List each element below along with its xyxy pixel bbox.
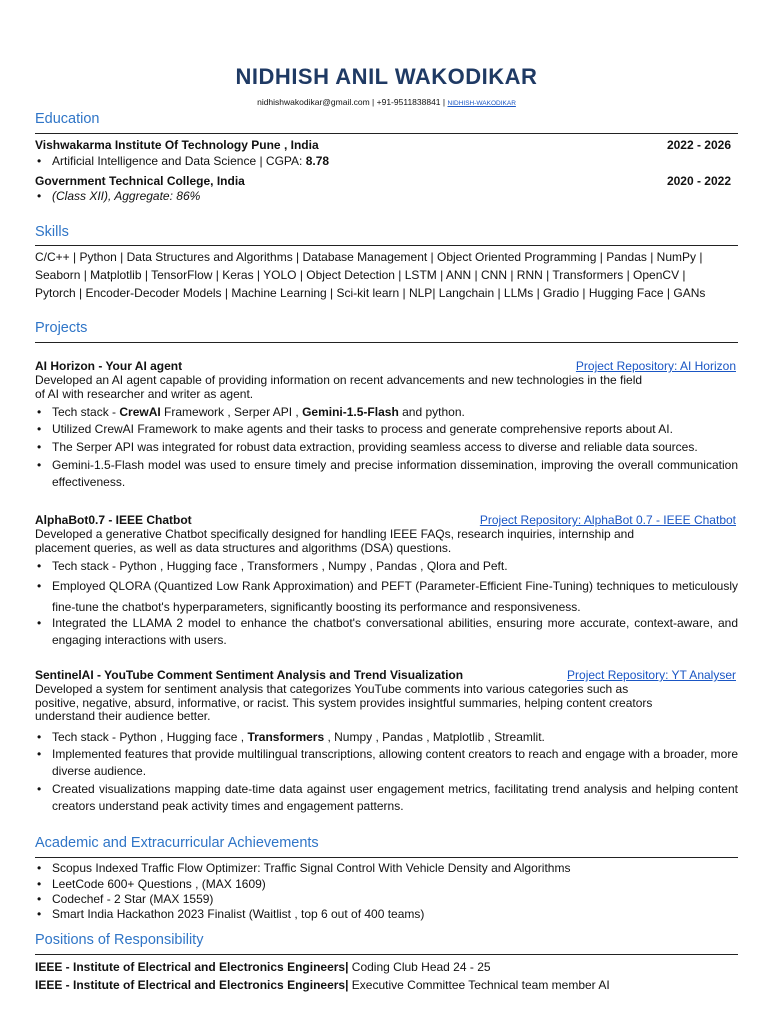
- email-text: nidhishwakodikar@gmail.com: [257, 97, 370, 107]
- skills-line: Seaborn | Matplotlib | TensorFlow | Keras | YOLO | Object Detection | LSTM | ANN | CNN | RNN | Transformers | OpenCV |: [35, 268, 686, 282]
- education-heading: Education: [35, 111, 100, 127]
- bullet-icon: •: [37, 189, 42, 203]
- bullet-text: Utilized CrewAI Framework to make agents and their tasks to process and generate comprehensive reports about AI.: [52, 422, 673, 436]
- list-item: [35, 877, 738, 892]
- section-divider: [35, 954, 738, 955]
- bullet-icon: •: [37, 440, 42, 454]
- education-cgpa: 8.78: [305, 154, 330, 168]
- bullet-text: Tech stack - Python , Hugging face , Transformers , Numpy , Pandas , Qlora and Peft.: [52, 559, 508, 573]
- list-item: [35, 781, 738, 815]
- bullet-icon: •: [37, 861, 42, 875]
- role-text: Coding Club Head 24 - 25: [348, 960, 491, 974]
- list-item: [35, 558, 738, 575]
- bullet-icon: •: [37, 405, 42, 419]
- education-detail: Artificial Intelligence and Data Science | CGPA:: [52, 154, 306, 168]
- bullet-icon: •: [37, 730, 42, 744]
- skills-line: C/C++ | Python | Data Structures and Algorithms | Database Management | Object Oriented Programming | Pandas | NumPy |: [35, 250, 703, 264]
- bullet-icon: •: [37, 559, 42, 573]
- list-item: [35, 404, 738, 421]
- bullet-text: Gemini-1.5-Flash model was used to ensure timely and precise information dissemination, improving the overall communication effectiveness.: [52, 458, 738, 489]
- achievement-text: Smart India Hackathon 2023 Finalist (Waitlist , top 6 out of 400 teams): [52, 907, 425, 921]
- section-divider: [35, 342, 738, 343]
- description-line: Developed a generative Chatbot specifically designed for handling IEEE FAQs, research inquiries, internship and: [35, 527, 635, 541]
- profile-link[interactable]: NIDHISH-WAKODIKAR: [447, 100, 516, 107]
- stack-text: and python.: [398, 405, 465, 419]
- education-years: 2020 - 2022: [666, 174, 731, 188]
- project-repo-link[interactable]: Project Repository: AI Horizon: [575, 359, 736, 373]
- description-line: understand their audience better.: [35, 709, 211, 723]
- bullet-text: Integrated the LLAMA 2 model to enhance the chatbot's conversational abilities, ensuring more accurate, context-aware, and engaging interactions with users.: [52, 616, 738, 647]
- bullet-icon: •: [37, 747, 42, 761]
- list-item: [35, 615, 738, 649]
- candidate-name: NIDHISH ANIL WAKODIKAR: [235, 64, 538, 89]
- achievement-text: Scopus Indexed Traffic Flow Optimizer: Traffic Signal Control With Vehicle Density and Algorithms: [52, 861, 571, 875]
- stack-highlight: Gemini-1.5-Flash: [302, 405, 399, 419]
- list-item: [35, 746, 738, 780]
- bullet-text: Employed QLORA (Quantized Low Rank Approximation) and PEFT (Parameter-Efficient Fine-Tuning) techniques to meticulously fine-tune the chatbot's hyperparameters, significantly boosting its performance and responsiveness.: [52, 579, 738, 614]
- skills-list: [35, 248, 738, 302]
- achievements-heading: Academic and Extracurricular Achievements: [35, 835, 319, 851]
- responsibility-heading: Positions of Responsibility: [35, 932, 204, 948]
- stack-text: Tech stack -: [52, 405, 120, 419]
- stack-text: Framework , Serper API ,: [160, 405, 303, 419]
- description-line: of AI with researcher and writer as agent.: [35, 386, 254, 401]
- education-years: 2022 - 2026: [666, 138, 731, 152]
- description-line: positive, negative, absurd, informative, or racist. This system provides insightful summaries, helping content creators: [35, 695, 653, 710]
- project-repo-link[interactable]: Project Repository: AlphaBot 0.7 - IEEE Chatbot: [479, 513, 736, 527]
- project-title: AI Horizon - Your AI agent: [35, 359, 183, 373]
- project-description: [35, 683, 738, 724]
- bullet-icon: •: [37, 579, 42, 593]
- skills-line: Pytorch | Encoder-Decoder Models | Machine Learning | Sci-kit learn | NLP| Langchain | LLMs | Gradio | Hugging Face | GANs: [35, 286, 706, 300]
- organization-name: IEEE - Institute of Electrical and Electronics Engineers|: [35, 960, 349, 974]
- separator: |: [442, 97, 446, 107]
- bullet-text: Implemented features that provide multilingual transcriptions, allowing content creators to reach and engage with a broader, more diverse audience.: [52, 747, 738, 778]
- list-item: [35, 576, 738, 618]
- organization-name: IEEE - Institute of Electrical and Electronics Engineers|: [35, 978, 349, 992]
- section-divider: [35, 245, 738, 246]
- bullet-text: The Serper API was integrated for robust data extraction, providing seamless access to diverse and reliable data sources.: [52, 440, 698, 454]
- stack-highlight: Transformers: [247, 730, 325, 744]
- separator: |: [372, 97, 375, 107]
- stack-text: Tech stack - Python , Hugging face ,: [52, 730, 248, 744]
- list-item: [35, 729, 738, 746]
- section-divider: [35, 857, 738, 858]
- bullet-icon: •: [37, 154, 42, 168]
- education-institution: Vishwakarma Institute Of Technology Pune , India: [35, 138, 319, 152]
- achievement-text: Codechef - 2 Star (MAX 1559): [52, 892, 214, 906]
- section-divider: [35, 133, 738, 134]
- education-detail: (Class XII), Aggregate: 86%: [52, 189, 201, 203]
- list-item: [35, 439, 738, 456]
- bullet-text: Created visualizations mapping date-time data against user engagement metrics, facilitating trend analysis and helping content creators understand peak activity times and engagement patterns.: [52, 782, 738, 813]
- bullet-icon: •: [37, 422, 42, 436]
- bullet-icon: •: [37, 907, 42, 921]
- education-institution: Government Technical College, India: [35, 174, 245, 188]
- projects-heading: Projects: [35, 320, 88, 336]
- list-item: [35, 457, 738, 491]
- achievement-text: LeetCode 600+ Questions , (MAX 1609): [52, 877, 266, 891]
- responsibility-item: [35, 978, 738, 993]
- bullet-icon: •: [37, 458, 42, 472]
- skills-heading: Skills: [35, 224, 69, 240]
- project-description: [35, 528, 738, 555]
- list-item: [35, 421, 738, 438]
- list-item: [35, 188, 738, 205]
- description-line: placement queries, as well as data structures and algorithms (DSA) questions.: [35, 540, 452, 555]
- description-line: Developed a system for sentiment analysis that categorizes YouTube comments into various categories such as: [35, 682, 629, 696]
- list-item: [35, 907, 738, 922]
- phone-text: +91-9511838841: [376, 97, 441, 107]
- project-description: [35, 374, 738, 401]
- list-item: [35, 153, 738, 170]
- stack-text: , Numpy , Pandas , Matplotlib , Streamlit.: [324, 730, 545, 744]
- list-item: [35, 892, 738, 907]
- contact-line: [35, 97, 738, 107]
- list-item: [35, 861, 738, 876]
- responsibility-item: [35, 960, 738, 975]
- project-repo-link[interactable]: Project Repository: YT Analyser: [567, 668, 736, 682]
- description-line: Developed an AI agent capable of providing information on recent advancements and new technologies in the field: [35, 373, 643, 387]
- role-text: Executive Committee Technical team member AI: [348, 978, 610, 992]
- bullet-icon: •: [37, 877, 42, 891]
- project-title: SentinelAI - YouTube Comment Sentiment Analysis and Trend Visualization: [35, 668, 464, 682]
- bullet-icon: •: [37, 616, 42, 630]
- bullet-icon: •: [37, 782, 42, 796]
- stack-highlight: CrewAI: [119, 405, 161, 419]
- project-title: AlphaBot0.7 - IEEE Chatbot: [35, 513, 192, 527]
- bullet-icon: •: [37, 892, 42, 906]
